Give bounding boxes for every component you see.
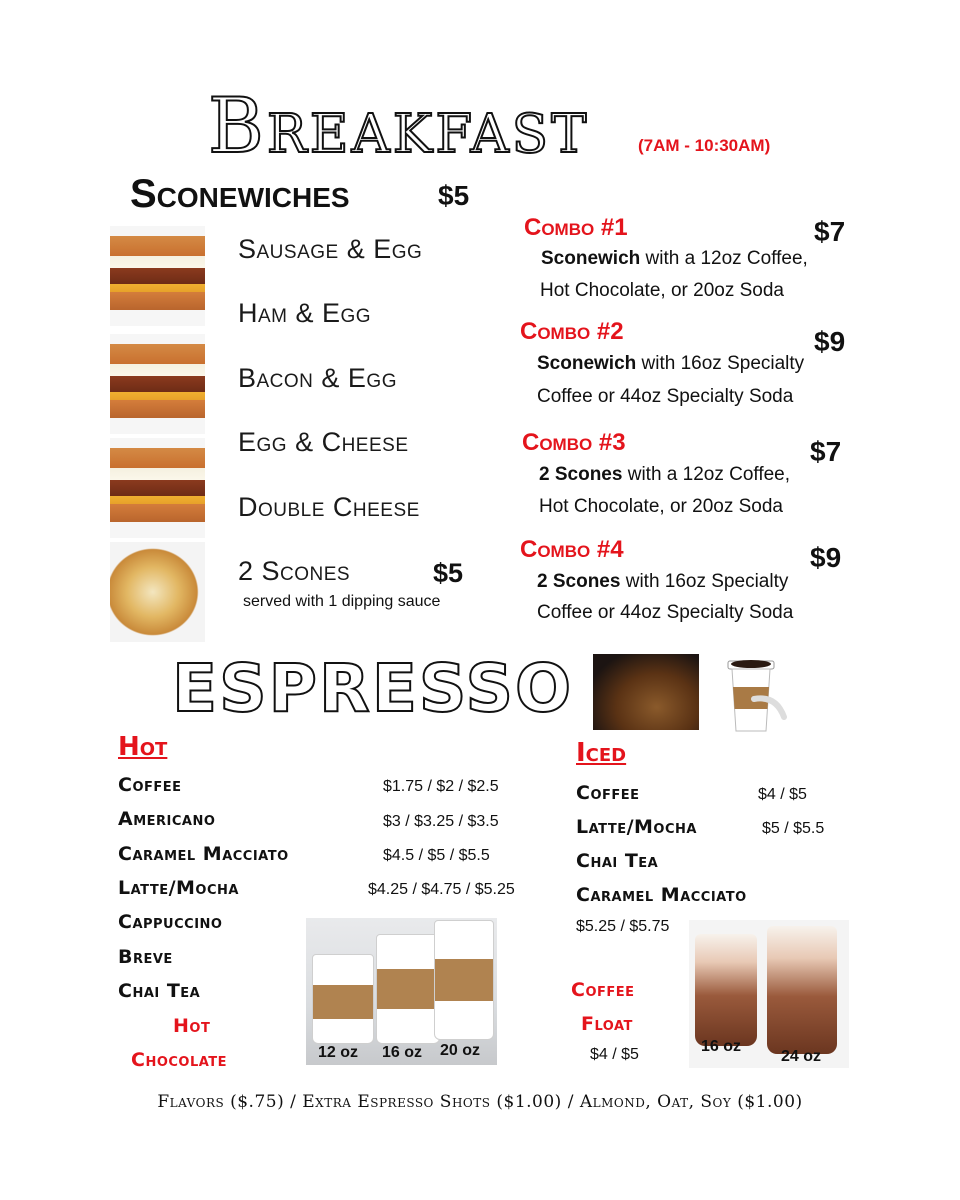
combo-1-line1 [541,248,808,270]
hot-drink-americano: Americano [118,808,216,830]
menu-item-2-scones: 2 Scones [238,556,351,586]
hot-price-americano: $3 / $3.25 / $3.5 [383,813,499,830]
hot-drink-cappuccino: Cappuccino [118,911,223,933]
scones-photo [110,542,205,642]
cup-20oz [434,920,494,1040]
combo-4-line1 [537,571,788,593]
iced-cups-photo [689,920,849,1068]
combo-4-title: Combo #4 [520,536,624,563]
breakfast-hours: (7AM - 10:30AM) [638,136,771,155]
combo-2-line2: Coffee or 44oz Specialty Soda [537,386,794,407]
menu-item-ham-egg: Ham & Egg [238,298,372,328]
combo-2-bold: Sconewich [537,353,637,374]
hot-chocolate-line2: Chocolate [131,1049,228,1071]
combo-4-price: $9 [810,542,842,573]
hot-price-latte-mocha: $4.25 / $4.75 / $5.25 [368,881,515,898]
combo-4-bold: 2 Scones [537,571,621,592]
iced-price-coffee: $4 / $5 [758,786,807,803]
combo-3-line1 [539,464,790,486]
scones-price: $5 [433,558,464,588]
hot-drink-coffee: Coffee [118,774,182,796]
iced-drink-coffee: Coffee [576,782,640,804]
hot-drink-breve: Breve [118,946,173,968]
combo-3-line1-rest: with a 12oz Coffee, [622,464,791,485]
bacon-egg-photo [110,334,205,434]
sausage-egg-photo [110,226,205,326]
combo-1-title: Combo #1 [524,214,628,241]
hot-drink-chai-tea: Chai Tea [118,980,201,1002]
coffee-float-line2: Float [581,1013,633,1035]
espresso-title: ESPRESSO [172,650,574,727]
size-16oz: 16 oz [382,1044,423,1061]
coffee-float-price: $4 / $5 [590,1046,639,1063]
sconewiches-title: Sconewiches [130,172,350,216]
combo-3-line2: Hot Chocolate, or 20oz Soda [539,496,783,517]
combo-2-price: $9 [814,326,846,357]
combo-1-price: $7 [814,216,846,247]
iced-shared-price: $5.25 / $5.75 [576,918,670,935]
hot-drink-latte-mocha: Latte/Mocha [118,877,239,899]
iced-cup-24oz [767,926,837,1054]
coffee-float-line1: Coffee [571,979,635,1001]
iced-cup-16oz [695,934,757,1046]
coffee-cup-icon [724,655,788,735]
iced-price-latte-mocha: $5 / $5.5 [762,820,825,837]
combo-2-line1 [537,353,804,375]
menu-item-sausage-egg: Sausage & Egg [238,234,423,264]
combo-2-title: Combo #2 [520,318,624,345]
hot-cups-photo [306,918,497,1065]
combo-2-line1-rest: with 16oz Specialty [636,353,805,374]
iced-size-24oz: 24 oz [781,1048,822,1065]
iced-section-title: Iced [576,738,627,768]
size-12oz: 12 oz [318,1044,359,1061]
combo-4-line2: Coffee or 44oz Specialty Soda [537,602,794,623]
coffee-beans-photo [593,654,699,730]
iced-drink-latte-mocha: Latte/Mocha [576,816,697,838]
extras-footer: Flavors ($.75) / Extra Espresso Shots ($1.00) / Almond, Oat, Soy ($1.00) [157,1092,803,1112]
iced-drink-chai-tea: Chai Tea [576,850,659,872]
combo-1-line1-rest: with a 12oz Coffee, [640,248,808,269]
combo-4-line1-rest: with 16oz Specialty [620,571,789,592]
iced-drink-caramel-macciato: Caramel Macciato [576,884,747,906]
cup-16oz [376,934,440,1044]
combo-3-bold: 2 Scones [539,464,623,485]
size-20oz: 20 oz [440,1042,481,1059]
combo-3-price: $7 [810,436,842,467]
hot-chocolate-line1: Hot [173,1015,211,1037]
menu-item-egg-cheese: Egg & Cheese [238,427,409,457]
hot-price-coffee: $1.75 / $2 / $2.5 [383,778,499,795]
iced-size-16oz: 16 oz [701,1038,742,1055]
hot-price-caramel-macciato: $4.5 / $5 / $5.5 [383,847,490,864]
cup-12oz [312,954,374,1044]
menu-item-double-cheese: Double Cheese [238,492,420,522]
combo-1-line2: Hot Chocolate, or 20oz Soda [540,280,784,301]
hot-section-title: Hot [118,732,168,762]
sconewiches-price: $5 [438,180,470,211]
egg-cheese-photo [110,438,205,538]
combo-3-title: Combo #3 [522,429,626,456]
breakfast-title: Breakfast [208,81,590,170]
combo-1-bold: Sconewich [541,248,641,269]
menu-item-bacon-egg: Bacon & Egg [238,363,397,393]
hot-drink-caramel-macciato: Caramel Macciato [118,843,289,865]
scones-note: served with 1 dipping sauce [243,593,441,610]
